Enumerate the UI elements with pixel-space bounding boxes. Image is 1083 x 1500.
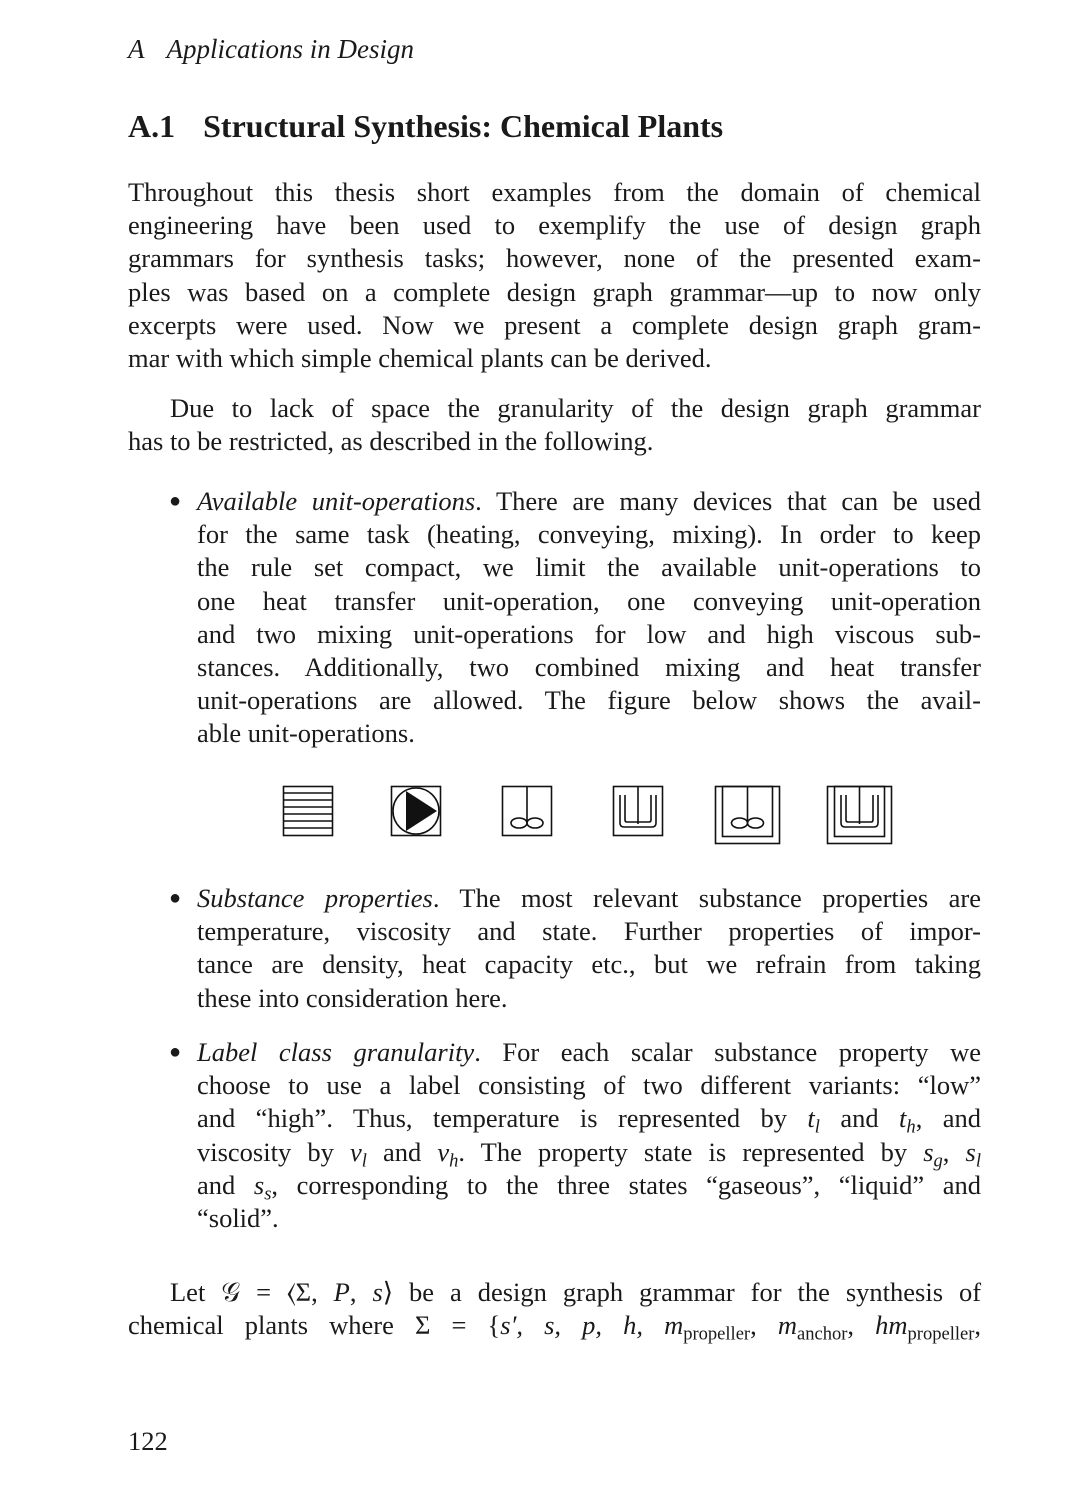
section-title: [128, 108, 723, 145]
text-span: . For each scalar substance property we: [474, 1037, 981, 1067]
math-t-low: [807, 1103, 820, 1138]
math-symbol: P: [333, 1277, 350, 1307]
anchor-mixer-icon: [614, 786, 663, 836]
paragraph-granularity: [128, 392, 981, 458]
text-span: . The property state is represented by: [458, 1136, 924, 1167]
text-span: and: [197, 1169, 254, 1200]
list-item-substance-properties: [169, 882, 981, 1015]
text-span: ,: [750, 1310, 757, 1341]
text-span: viscosity by: [197, 1136, 350, 1167]
math-symbol: v: [349, 1136, 362, 1167]
text-line: [197, 1136, 982, 1172]
text-line: [197, 1169, 982, 1205]
text-span: . There are many devices that can be used: [475, 486, 982, 516]
paragraph-grammar-definition: [128, 1276, 982, 1345]
math-symbol: s: [372, 1277, 383, 1307]
text-line: ples was based on a complete design graph grammar—up to now only: [128, 276, 981, 307]
math-symbol: m: [777, 1310, 797, 1341]
running-head-number: A: [128, 34, 145, 64]
text-span: . The most relevant substance properties are: [432, 883, 981, 913]
math-subscript: l: [361, 1150, 367, 1172]
text-span: and “high”. Thus, temperature is represented by: [197, 1103, 808, 1134]
text-line: choose to use a label consisting of two different variants: “low”: [197, 1070, 981, 1101]
math-symbol: m: [664, 1310, 684, 1341]
text-line: the rule set compact, we limit the available unit-operations to: [197, 552, 981, 583]
math-s-liquid: [965, 1136, 982, 1172]
math-subscript: l: [814, 1116, 820, 1138]
math-s-solid: [253, 1169, 272, 1205]
paragraph-intro: [128, 176, 981, 375]
text-line: and two mixing unit-operations for low and high viscous sub-: [197, 618, 981, 649]
bullet-icon: ●: [169, 1041, 182, 1063]
math-symbol: hm: [875, 1310, 908, 1341]
text-line: temperature, viscosity and state. Further properties of impor-: [197, 916, 981, 947]
text-span: chemical plants where Σ = {: [128, 1310, 501, 1341]
text-line: Due to lack of space the granularity of the design graph grammar: [170, 393, 981, 423]
text-line: “solid”.: [197, 1203, 279, 1234]
text-line: [197, 882, 981, 915]
text-span: = ⟨Σ,: [240, 1277, 334, 1307]
math-subscript: g: [933, 1150, 943, 1172]
unit-operations-figure: [282, 783, 894, 845]
math-subscript: anchor: [796, 1323, 848, 1345]
list-item-label-class-granularity: [169, 1036, 982, 1235]
text-line: tance are density, heat capacity etc., but we refrain from taking: [197, 949, 981, 980]
math-v-high: [437, 1136, 459, 1172]
text-span: and: [366, 1136, 438, 1167]
text-span: ⟩ be a design graph grammar for the synthesis of: [382, 1277, 982, 1307]
text-line: [197, 485, 981, 518]
math-subscript: h: [906, 1116, 916, 1138]
running-head: [128, 34, 414, 65]
math-s-gaseous: [923, 1136, 943, 1172]
item-term: Available unit-operations: [197, 486, 476, 516]
text-line: excerpts were used. Now we present a complete design graph gram-: [128, 309, 981, 340]
math-symbol: s: [965, 1136, 976, 1167]
text-line: one heat transfer unit-operation, one conveying unit-operation: [197, 585, 981, 616]
math-t-high: [899, 1103, 916, 1138]
text-span: ,: [847, 1310, 855, 1341]
list-item-unit-operations: [169, 485, 982, 751]
math-symbol: s′, s, p, h,: [500, 1310, 643, 1341]
math-subscript: s: [264, 1183, 272, 1205]
text-span: Let: [170, 1277, 222, 1307]
text-line: [197, 1102, 981, 1138]
text-line: able unit-operations.: [197, 718, 415, 749]
section-number: A.1: [128, 108, 176, 144]
bullet-icon: ●: [169, 490, 182, 512]
math-symbol: v: [437, 1136, 450, 1167]
math-v-low: [349, 1136, 367, 1172]
text-span: , and: [915, 1103, 981, 1134]
math-symbol: s: [253, 1169, 265, 1200]
item-term: Substance properties: [197, 883, 433, 913]
heat-transfer-icon: [284, 787, 333, 836]
item-term: Label class granularity: [197, 1037, 475, 1067]
text-line: mar with which simple chemical plants can be derived.: [128, 343, 712, 374]
math-subscript: propeller: [907, 1323, 975, 1345]
text-span: ,: [942, 1136, 966, 1167]
math-subscript: h: [449, 1150, 459, 1172]
section-title-text: Structural Synthesis: Chemical Plants: [203, 108, 724, 144]
text-line: Throughout this thesis short examples from the domain of chemical: [128, 177, 981, 207]
math-symbol: t: [807, 1103, 815, 1134]
math-symbol: 𝒢: [221, 1277, 241, 1307]
math-symbol: s: [923, 1136, 934, 1167]
math-symbol: t: [899, 1103, 907, 1134]
conveying-pump-icon: [392, 787, 441, 836]
bullet-icon: ●: [169, 887, 182, 909]
text-line: has to be restricted, as described in the following.: [128, 426, 654, 457]
text-line: unit-operations are allowed. The figure below shows the avail-: [197, 685, 981, 716]
text-span: ,: [349, 1277, 373, 1307]
heated-propeller-mixer-icon: [716, 786, 780, 844]
text-span: and: [819, 1103, 900, 1134]
page-number: 122: [128, 1426, 168, 1456]
text-line: engineering have been used to exemplify the use of design graph: [128, 210, 981, 241]
text-line: for the same task (heating, conveying, mixing). In order to keep: [197, 519, 981, 550]
heated-anchor-mixer-icon: [828, 786, 892, 844]
running-head-title: Applications in Design: [166, 34, 414, 64]
text-line: these into consideration here.: [197, 982, 508, 1013]
text-span: , corresponding to the three states “gaseous”, “liquid” and: [271, 1169, 982, 1200]
text-line: [128, 1276, 981, 1309]
text-line: stances. Additionally, two combined mixing and heat transfer: [197, 652, 981, 683]
math-subscript: propeller: [683, 1323, 751, 1345]
text-line: [128, 1309, 982, 1345]
text-line: [197, 1036, 981, 1069]
math-subscript: l: [975, 1150, 982, 1172]
propeller-mixer-icon: [503, 786, 552, 836]
text-span: ,: [974, 1310, 982, 1341]
text-line: grammars for synthesis tasks; however, none of the presented exam-: [128, 243, 981, 274]
